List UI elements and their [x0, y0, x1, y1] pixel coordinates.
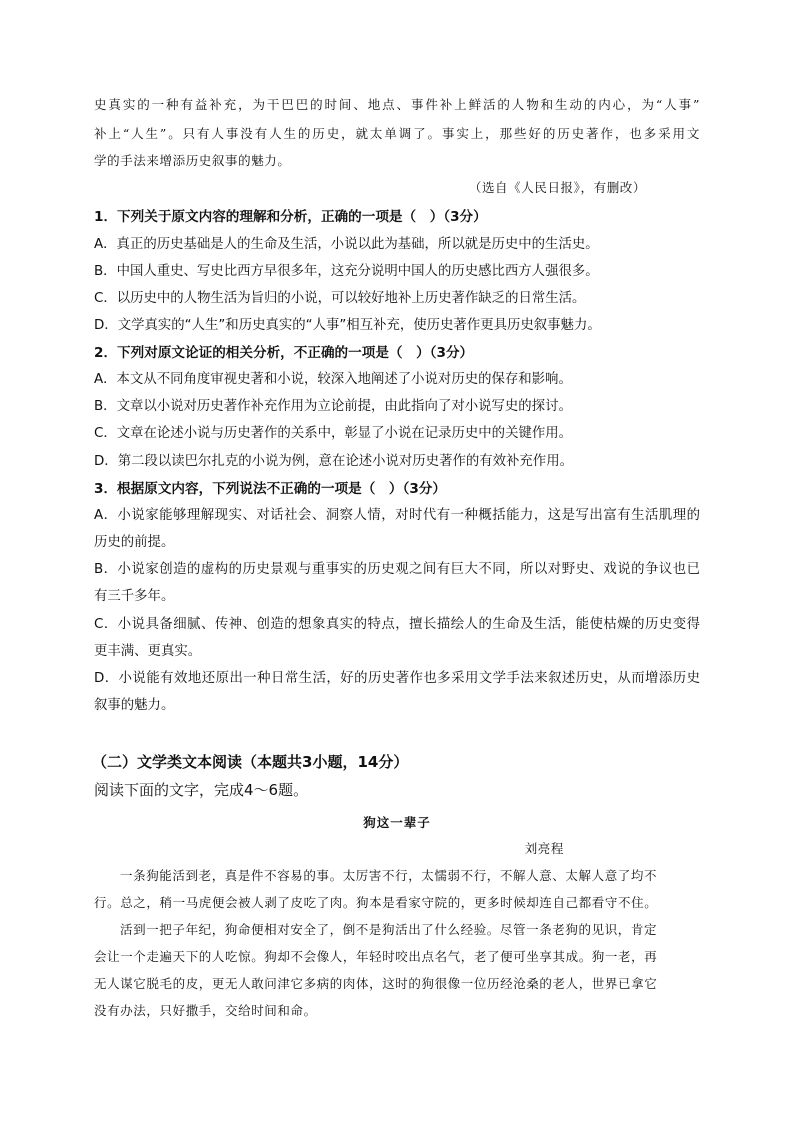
option-c: C．小说具备细腻、传神、创造的想象真实的特点，擅长描绘人的生命及生活，能使枯燥的历史变得 [94, 617, 700, 632]
story-line: 会让一个走遍天下的人吃惊。狗却不会像人，年轻时咬出点名气，老了便可坐享其成。狗一老，再 [94, 949, 658, 964]
option-b: B．小说家创造的虚构的历史景观与重事实的历史观之间有巨大不同，所以对野史、戏说的争议也已 [94, 562, 700, 577]
option-a: A．真正的历史基础是人的生命及生活，小说以此为基础，所以就是历史中的生活史。 [94, 237, 599, 252]
story-line: 一条狗能活到老，真是件不容易的事。太厉害不行，太懦弱不行，不解人意、太解人意了均不 [120, 868, 658, 883]
question-stem: 2．下列对原文论证的相关分析，不正确的一项是（ ）（3分） [94, 345, 474, 361]
option-d-cont: 叙事的魅力。 [94, 698, 175, 713]
story-line: 没有办法，只好撒手，交给时间和命。 [94, 1003, 317, 1018]
question-stem: 3．根据原文内容，下列说法不正确的一项是（ ）（3分） [94, 481, 446, 497]
story-line: 活到一把子年纪，狗命便相对安全了，倒不是狗活出了什么经验。尽管一条老狗的见识，肯定 [120, 922, 658, 937]
passage-line: 补上“人生”。只有人事没有人生的历史，就太单调了。事实上，那些好的历史著作，也多采用文 [94, 126, 700, 141]
option-b-cont: 有三千多年。 [94, 589, 175, 604]
option-b: B．文章以小说对历史著作补充作用为立论前提，由此指向了对小说写史的探讨。 [94, 399, 572, 414]
option-d: D．第二段以读巴尔扎克的小说为例，意在论述小说对历史著作的有效补充作用。 [94, 454, 573, 469]
option-d: D．文学真实的“人生”和历史真实的“人事”相互补充，使历史著作更具历史叙事魅力。 [94, 318, 601, 333]
option-c: C．文章在论述小说与历史著作的关系中，彰显了小说在记录历史中的关键作用。 [94, 426, 573, 441]
story-title: 狗这一辈子 [363, 815, 431, 830]
option-a: A．小说家能够理解现实、对话社会、洞察人情，对时代有一种概括能力，这是写出富有生活肌理的 [94, 508, 700, 523]
section-intro: 阅读下面的文字，完成4～6题。 [94, 781, 309, 799]
question-stem: 1．下列关于原文内容的理解和分析，正确的一项是（ ）（3分） [94, 209, 487, 225]
passage-line: 史真实的一种有益补充，为干巴巴的时间、地点、事件补上鲜活的人物和生动的内心，为“人事” [94, 97, 700, 112]
option-b: B．中国人重史、写史比西方早很多年，这充分说明中国人的历史感比西方人强很多。 [94, 264, 599, 279]
story-line: 无人谋它脱毛的皮，更无人敢问津它多病的肉体，这时的狗很像一位历经沧桑的老人，世界已拿它 [94, 976, 658, 991]
section-title: （二）文学类文本阅读（本题共3小题，14分） [92, 753, 409, 771]
option-c: C．以历史中的人物生活为旨归的小说，可以较好地补上历史著作缺乏的日常生活。 [94, 291, 586, 306]
story-author: 刘亮程 [524, 841, 564, 856]
passage-line: 学的手法来增添历史叙事的魅力。 [94, 153, 291, 168]
option-d: D．小说能有效地还原出一种日常生活，好的历史著作也多采用文学手法来叙述历史，从而增添历史 [94, 671, 700, 686]
story-line: 行。总之，稍一马虎便会被人剥了皮吃了肉。狗本是看家守院的，更多时候却连自己都看守不住。 [94, 895, 658, 910]
source-note: （选自《人民日报》，有删改） [468, 180, 646, 195]
option-a-cont: 历史的前提。 [94, 535, 175, 550]
option-a: A．本文从不同角度审视史著和小说，较深入地阐述了小说对历史的保存和影响。 [94, 372, 572, 387]
option-c-cont: 更丰满、更真实。 [94, 644, 202, 659]
